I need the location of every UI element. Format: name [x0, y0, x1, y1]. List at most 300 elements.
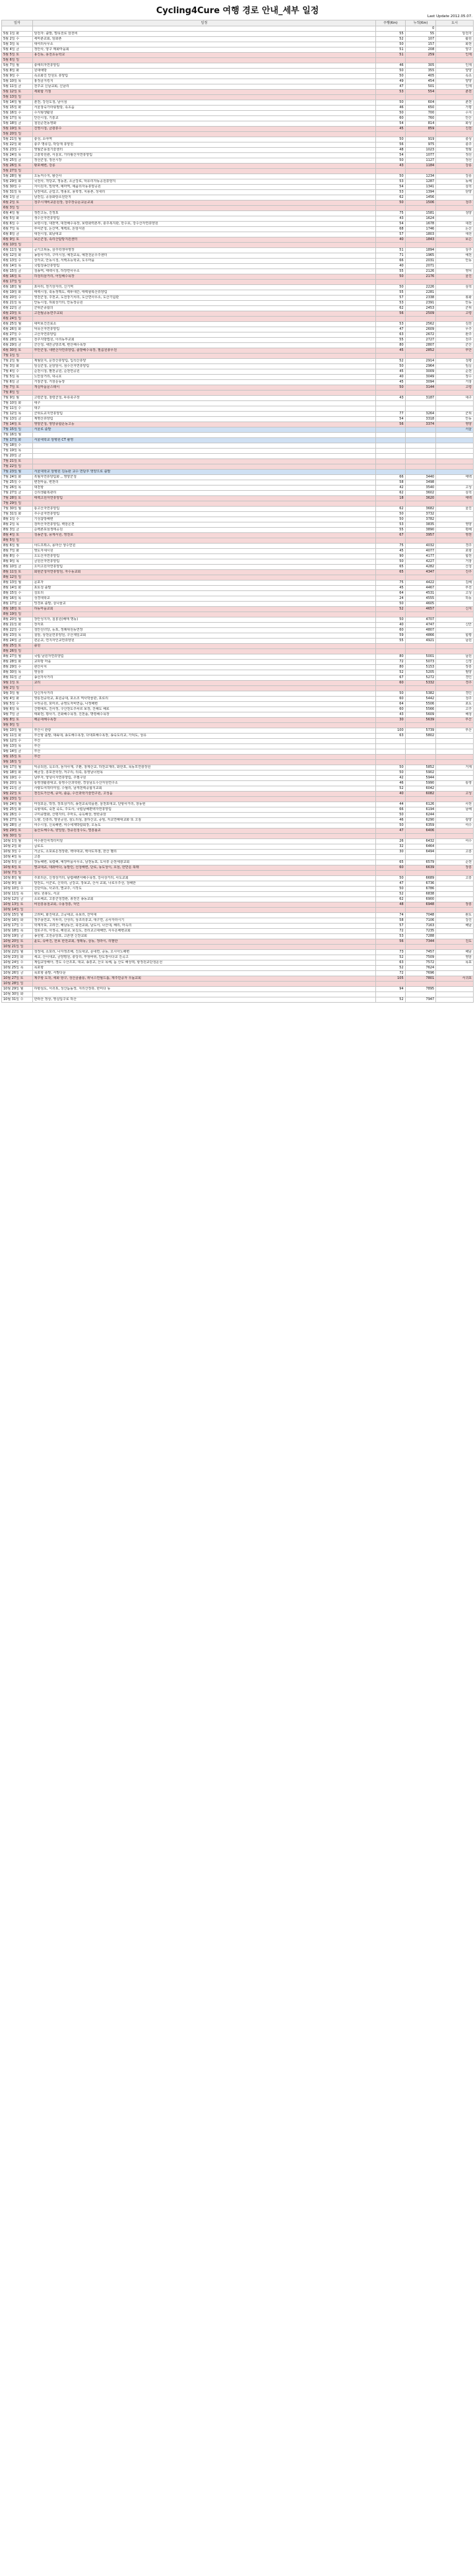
- cell-city: 부안: [436, 348, 474, 354]
- cell-date: 5월 24일 목: [2, 153, 33, 158]
- cell-route: 하청리삼거리, 어일해수욕장: [32, 274, 376, 280]
- cell-date: 7월 27일 금: [2, 491, 33, 496]
- table-row: [2, 142, 474, 148]
- cell-date: 8월 29일 수: [2, 665, 33, 670]
- cell-city: [436, 243, 474, 248]
- cell-total: 2727: [405, 338, 436, 343]
- cell-city: [436, 992, 474, 997]
- cell-distance: 43: [376, 164, 406, 169]
- table-row: [2, 269, 474, 274]
- cell-distance: 80: [376, 654, 406, 660]
- cell-total: [405, 427, 436, 433]
- cell-route: 밍경보 출발, 삼나물교: [32, 602, 376, 607]
- cell-date: 9월 28일 금: [2, 823, 33, 829]
- cell-city: [436, 169, 474, 174]
- cell-route: 군위도교지연휴양림: [32, 412, 376, 417]
- cell-date: 5월 9일 수: [2, 74, 33, 79]
- cell-date: 8월 17일 금: [2, 602, 33, 607]
- cell-date: 6월 27일 수: [2, 332, 33, 338]
- table-row: [2, 908, 474, 913]
- cell-total: 3049: [405, 375, 436, 380]
- cell-total: [405, 391, 436, 396]
- cell-total: 6494: [405, 850, 436, 855]
- cell-date: 6월 28일 목: [2, 338, 33, 343]
- cell-total: 6948: [405, 902, 436, 908]
- table-row: [2, 111, 474, 116]
- cell-route: [32, 449, 376, 454]
- cell-date: 6월 19일 화: [2, 290, 33, 296]
- table-row: [2, 623, 474, 628]
- table-row: [2, 248, 474, 253]
- cell-date: 7월 24일 화: [2, 475, 33, 480]
- table-row: [2, 322, 474, 327]
- cell-distance: 52: [376, 786, 406, 792]
- cell-date: 8월 28일 화: [2, 660, 33, 665]
- table-row: [2, 865, 474, 871]
- cell-date: 9월 22일 토: [2, 792, 33, 797]
- cell-distance: [376, 470, 406, 475]
- cell-date: 8월 12일 일: [2, 575, 33, 581]
- cell-total: 2176: [405, 274, 436, 280]
- cell-total: 4227: [405, 559, 436, 565]
- cell-total: 2126: [405, 269, 436, 274]
- cell-route: 진영시청, 금광휴수: [32, 127, 376, 132]
- cell-total: 1803: [405, 232, 436, 237]
- cell-city: 무주: [436, 327, 474, 332]
- cell-total: 3602: [405, 491, 436, 496]
- cell-route: 오동저수지, 왕산사: [32, 174, 376, 179]
- cell-distance: 44: [376, 802, 406, 807]
- cell-route: 철원준천동영화: [32, 121, 376, 127]
- cell-city: 순천: [436, 860, 474, 865]
- cell-route: 퀸운교, 연지자인교연휴양원: [32, 639, 376, 644]
- table-row: [2, 42, 474, 47]
- table-row: [2, 834, 474, 839]
- cell-date: 5월 10일 목: [2, 79, 33, 84]
- cell-route: 청정대, 소포리, 나자정조해, 진도대교, 문내면, 중동, 오시아노해변: [32, 950, 376, 955]
- cell-total: [405, 132, 436, 137]
- cell-total: 1746: [405, 227, 436, 232]
- cell-total: 501: [405, 84, 436, 90]
- cell-route: 포야리, 천기상자리, 신기역: [32, 285, 376, 290]
- cell-total: 7235: [405, 929, 436, 934]
- cell-date: 7월 12일 목: [2, 412, 33, 417]
- cell-total: [405, 406, 436, 412]
- table-row: [2, 427, 474, 433]
- cell-total: 3009: [405, 369, 436, 375]
- cell-date: 10월 27일 토: [2, 976, 33, 982]
- cell-date: 6월 29일 금: [2, 343, 33, 348]
- cell-route: 춘천, 강원도청, 남이섬: [32, 100, 376, 106]
- cell-date: 6월 15일 금: [2, 269, 33, 274]
- table-row: [2, 364, 474, 369]
- table-row: [2, 644, 474, 649]
- cell-distance: [376, 95, 406, 100]
- cell-route: 포토청 출발: [32, 586, 376, 591]
- cell-distance: 50: [376, 876, 406, 881]
- cell-date: 10월 2일 화: [2, 844, 33, 850]
- cell-distance: 62: [376, 306, 406, 311]
- table-row: [2, 311, 474, 317]
- table-row: [2, 538, 474, 544]
- cell-city: 봉화: [436, 296, 474, 301]
- cell-date: 9월 21일 금: [2, 786, 33, 792]
- cell-city: [436, 739, 474, 744]
- cell-total: [405, 449, 436, 454]
- cell-city: [436, 95, 474, 100]
- cell-route: 암전자: 출발, 멀티전로 암전비: [32, 32, 376, 37]
- cell-total: 454: [405, 79, 436, 84]
- cell-city: 안동: [436, 301, 474, 306]
- cell-route: 수지형생활원: [32, 111, 376, 116]
- cell-route: 서울로 출발: [32, 427, 376, 433]
- cell-route: 무엇공원, 포미르, 중영도자비연습, 나정해변: [32, 702, 376, 707]
- table-row: [2, 581, 474, 586]
- cell-date: 9월 4일 화: [2, 697, 33, 702]
- cell-distance: 50: [376, 559, 406, 565]
- table-row: [2, 554, 474, 559]
- cell-distance: [376, 945, 406, 950]
- cell-date: 5월 1일 화: [2, 32, 33, 37]
- table-row: [2, 639, 474, 644]
- cell-total: 5902: [405, 770, 436, 776]
- table-row: [2, 802, 474, 807]
- cell-date: 9월 17일 월: [2, 765, 33, 770]
- table-row: [2, 792, 474, 797]
- cell-total: 6290: [405, 818, 436, 823]
- cell-total: 5382: [405, 691, 436, 697]
- cell-total: 2914: [405, 359, 436, 364]
- cell-city: 완주: [436, 332, 474, 338]
- table-row: [2, 586, 474, 591]
- cell-distance: 50: [376, 691, 406, 697]
- cell-date: 8월 11일 토: [2, 570, 33, 575]
- cell-date: 9월 6일 목: [2, 707, 33, 712]
- cell-date: 10월 7일 일: [2, 871, 33, 876]
- cell-route: 회현군청자연휴양원, 자수동교회: [32, 570, 376, 575]
- table-row: [2, 596, 474, 602]
- cell-city: 보은: [436, 237, 474, 243]
- cell-route: 황포해변, 강릉: [32, 164, 376, 169]
- cell-date: 9월 12일 수: [2, 739, 33, 744]
- cell-date: 9월 10일 월: [2, 728, 33, 734]
- cell-city: 진주: [436, 570, 474, 575]
- table-row: [2, 121, 474, 127]
- cell-distance: 42: [376, 486, 406, 491]
- cell-city: 활원: [436, 37, 474, 42]
- table-row: [2, 744, 474, 749]
- cell-distance: [376, 443, 406, 449]
- cell-city: 김해: [436, 581, 474, 586]
- cell-total: 650: [405, 106, 436, 111]
- cell-date: 10월 11일 목: [2, 892, 33, 897]
- last-update-label: Last Update 2012.05.07.: [427, 15, 472, 18]
- cell-city: [436, 406, 474, 412]
- cell-city: [436, 575, 474, 581]
- cell-city: 강릉: [436, 174, 474, 179]
- cell-date: 8월 24일 금: [2, 639, 33, 644]
- cell-distance: [376, 982, 406, 987]
- cell-distance: 50: [376, 74, 406, 79]
- cell-date: 8월 4일 토: [2, 533, 33, 538]
- cell-route: 송원향, 고전중앙포, 고흔엔 신찬교회: [32, 934, 376, 939]
- cell-distance: [376, 538, 406, 544]
- cell-distance: [376, 760, 406, 765]
- cell-total: 3890: [405, 528, 436, 533]
- cell-route: [32, 464, 376, 470]
- cell-distance: 43: [376, 396, 406, 401]
- cell-date: 9월 15일 토: [2, 755, 33, 760]
- cell-route: [32, 686, 376, 691]
- cell-distance: 52: [376, 955, 406, 960]
- cell-date: 5월 19일 토: [2, 127, 33, 132]
- table-row: [2, 496, 474, 501]
- table-row: [2, 47, 474, 53]
- cell-route: 덕유산자연휴양림: [32, 327, 376, 332]
- cell-distance: 75: [376, 211, 406, 216]
- table-row: [2, 306, 474, 311]
- cell-total: 1394: [405, 190, 436, 195]
- table-row: [2, 681, 474, 686]
- cell-city: 충주: [436, 142, 474, 148]
- cell-route: 태화천, 평사기, 진화해수욕장, 진천플, 명령해수욕장: [32, 712, 376, 718]
- cell-total: 5506: [405, 702, 436, 707]
- table-row: [2, 665, 474, 670]
- cell-date: 8월 14일 화: [2, 586, 33, 591]
- cell-city: 부산: [436, 728, 474, 734]
- cell-distance: 105: [376, 976, 406, 982]
- cell-total: 208: [405, 47, 436, 53]
- cell-city: 영덕: [436, 269, 474, 274]
- cell-distance: 63: [376, 332, 406, 338]
- cell-total: [405, 760, 436, 765]
- cell-route: 태백시청, 축동정맥도, 백두대간, 태백할복산휴양림: [32, 290, 376, 296]
- table-row: [2, 211, 474, 216]
- cell-city: 양구: [436, 47, 474, 53]
- cell-city: 통영: [436, 781, 474, 786]
- cell-date: 10월 5일 금: [2, 860, 33, 865]
- cell-total: 4347: [405, 570, 436, 575]
- cell-date: 8월 25일 토: [2, 644, 33, 649]
- cell-date: 8월 10일 금: [2, 565, 33, 570]
- cell-city: 포항: [436, 549, 474, 554]
- cell-route: 생수산자연휴양림: [32, 216, 376, 222]
- cell-city: 해남: [436, 924, 474, 929]
- cell-distance: 45: [376, 586, 406, 591]
- cell-date: 10월 6일 토: [2, 865, 33, 871]
- cell-distance: 40: [376, 623, 406, 628]
- cell-route: [32, 454, 376, 459]
- cell-date: 10월 30일 화: [2, 992, 33, 997]
- table-row: [2, 380, 474, 385]
- cell-total: 859: [405, 127, 436, 132]
- cell-route: 청로구리, 아생곡, 해원교, 보길도, 전리교고대해안, 사무온해변교회: [32, 929, 376, 934]
- cell-date: 6월 5일 화: [2, 216, 33, 222]
- cell-route: [32, 834, 376, 839]
- cell-distance: 100: [376, 728, 406, 734]
- cell-route: [32, 871, 376, 876]
- cell-total: 1581: [405, 211, 436, 216]
- cell-city: [436, 834, 474, 839]
- cell-date: 5월 6일 일: [2, 58, 33, 63]
- cell-date: 5월 27일 일: [2, 169, 33, 174]
- cell-route: 대여리사무소: [32, 42, 376, 47]
- cell-date: 6월 7일 목: [2, 227, 33, 232]
- cell-city: 남원: [436, 654, 474, 660]
- cell-route: [32, 354, 376, 359]
- cell-total: 4605: [405, 602, 436, 607]
- table-row: [2, 786, 474, 792]
- cell-route: 여수관인여객터미널: [32, 839, 376, 844]
- cell-route: 부산시 관광: [32, 728, 376, 734]
- table-row: [2, 391, 474, 396]
- cell-date: 6월 23일 토: [2, 311, 33, 317]
- cell-city: [436, 449, 474, 454]
- cell-total: 7457: [405, 950, 436, 955]
- table-row: [2, 945, 474, 950]
- table-row: [2, 169, 474, 174]
- table-row: [2, 776, 474, 781]
- table-row: [2, 406, 474, 412]
- cell-city: [436, 908, 474, 913]
- table-row: [2, 697, 474, 702]
- cell-city: 청양: [436, 211, 474, 216]
- cell-distance: 65: [376, 570, 406, 575]
- cell-city: 여수: [436, 823, 474, 829]
- table-row: [2, 185, 474, 190]
- table-row: [2, 544, 474, 549]
- table-row: [2, 433, 474, 438]
- cell-city: [436, 464, 474, 470]
- cell-route: 흑월자연휴양림화 ,, 영양군청: [32, 475, 376, 480]
- table-row: [2, 897, 474, 902]
- table-row: [2, 464, 474, 470]
- cell-date: 9월 25일 화: [2, 807, 33, 813]
- cell-total: 3374: [405, 422, 436, 427]
- cell-date: 10월 31일 수: [2, 997, 33, 1003]
- cell-distance: 50: [376, 111, 406, 116]
- cell-distance: 54: [376, 153, 406, 158]
- cell-city: [436, 786, 474, 792]
- cell-date: 8월 1일 수: [2, 517, 33, 522]
- cell-route: 제월단지, 운장산휴양림, 입석산휴양: [32, 359, 376, 364]
- cell-route: [32, 132, 376, 137]
- cell-date: 8월 20일 월: [2, 617, 33, 623]
- table-row: [2, 982, 474, 987]
- table-row: [2, 528, 474, 533]
- cell-city: 인제: [436, 84, 474, 90]
- cell-distance: 65: [376, 860, 406, 865]
- table-row: [2, 612, 474, 617]
- cell-route: 부산: [32, 739, 376, 744]
- cell-total: 6464: [405, 844, 436, 850]
- cell-city: 영양: [436, 522, 474, 528]
- cell-route: 관산사치: [32, 665, 376, 670]
- cell-total: 7572: [405, 960, 436, 966]
- cell-distance: [376, 723, 406, 728]
- cell-distance: 50: [376, 274, 406, 280]
- cell-date: 5월 5일 토: [2, 53, 33, 58]
- cell-date: 5월 13일 일: [2, 95, 33, 100]
- cell-total: 5802: [405, 734, 436, 739]
- cell-date: 9월 7일 금: [2, 712, 33, 718]
- cell-date: 9월 30일 일: [2, 834, 33, 839]
- cell-city: 삼척: [436, 285, 474, 290]
- cell-city: 영암: [436, 955, 474, 960]
- cell-distance: 62: [376, 195, 406, 201]
- table-row: [2, 296, 474, 301]
- cell-distance: 50: [376, 823, 406, 829]
- cell-date: 7월 21일 토: [2, 459, 33, 464]
- cell-total: 1127: [405, 158, 436, 164]
- cell-total: 3440: [405, 475, 436, 480]
- cell-distance: [376, 739, 406, 744]
- cell-city: 부산: [436, 718, 474, 723]
- cell-date: 10월 26일 금: [2, 971, 33, 976]
- cell-city: 예천: [436, 253, 474, 259]
- table-row: [2, 591, 474, 596]
- cell-city: [436, 844, 474, 850]
- cell-route: 해운대해수욕장: [32, 718, 376, 723]
- cell-route: 상자교, 안동시청, 서백초등학교, 도우마을: [32, 259, 376, 264]
- cell-total: 7624: [405, 966, 436, 971]
- cell-route: 영상휴: [32, 670, 376, 675]
- cell-distance: 58: [376, 480, 406, 486]
- cell-total: [405, 945, 436, 950]
- table-row: [2, 570, 474, 575]
- cell-distance: 62: [376, 491, 406, 496]
- cell-city: 광양: [436, 818, 474, 823]
- cell-date: 10월 4일 목: [2, 855, 33, 860]
- cell-distance: [376, 501, 406, 507]
- cell-distance: 43: [376, 712, 406, 718]
- cell-date: 6월 16일 토: [2, 274, 33, 280]
- cell-distance: 47: [376, 327, 406, 332]
- cell-route: 제주항 도착, 세화 항구, 성산골졸롱, 위닉스연월드톱, 제주민중자 우돌교회: [32, 976, 376, 982]
- cell-city: 속초: [436, 74, 474, 79]
- cell-city: 고성: [436, 792, 474, 797]
- table-row: [2, 517, 474, 522]
- cell-distance: 50: [376, 174, 406, 179]
- cell-date: 8월 31일 금: [2, 675, 33, 681]
- table-row: [2, 53, 474, 58]
- cell-route: 국립청송산휴양림: [32, 264, 376, 269]
- cell-city: 암전자: [436, 32, 474, 37]
- cell-date: 7월 15일 일: [2, 427, 33, 433]
- cell-route: 천진도가산세, 중덕, 솔읍, 수산과학기술연구원, 고성읍: [32, 792, 376, 797]
- cell-date: 10월 8일 월: [2, 876, 33, 881]
- table-row: [2, 718, 474, 723]
- cell-city: [436, 443, 474, 449]
- cell-total: 3318: [405, 417, 436, 422]
- cell-city: 서귀포: [436, 976, 474, 982]
- cell-distance: 51: [376, 47, 406, 53]
- cell-route: [32, 433, 376, 438]
- cell-distance: 45: [376, 348, 406, 354]
- cell-city: [436, 797, 474, 802]
- cell-total: 4866: [405, 633, 436, 639]
- cell-route: 송선자사거리: [32, 675, 376, 681]
- cell-date: 6월 2일 토: [2, 201, 33, 206]
- cell-date: 7월 1일 일: [2, 354, 33, 359]
- cell-date: 8월 8일 수: [2, 554, 33, 559]
- cell-distance: 64: [376, 702, 406, 707]
- cell-city: 경인: [436, 675, 474, 681]
- cell-total: 0: [405, 26, 436, 32]
- cell-city: 울진: [436, 274, 474, 280]
- cell-route: 청주시재비교분원장, 청주장승문교문교회: [32, 201, 376, 206]
- cell-route: 목포항 출발, 서발다문: [32, 971, 376, 976]
